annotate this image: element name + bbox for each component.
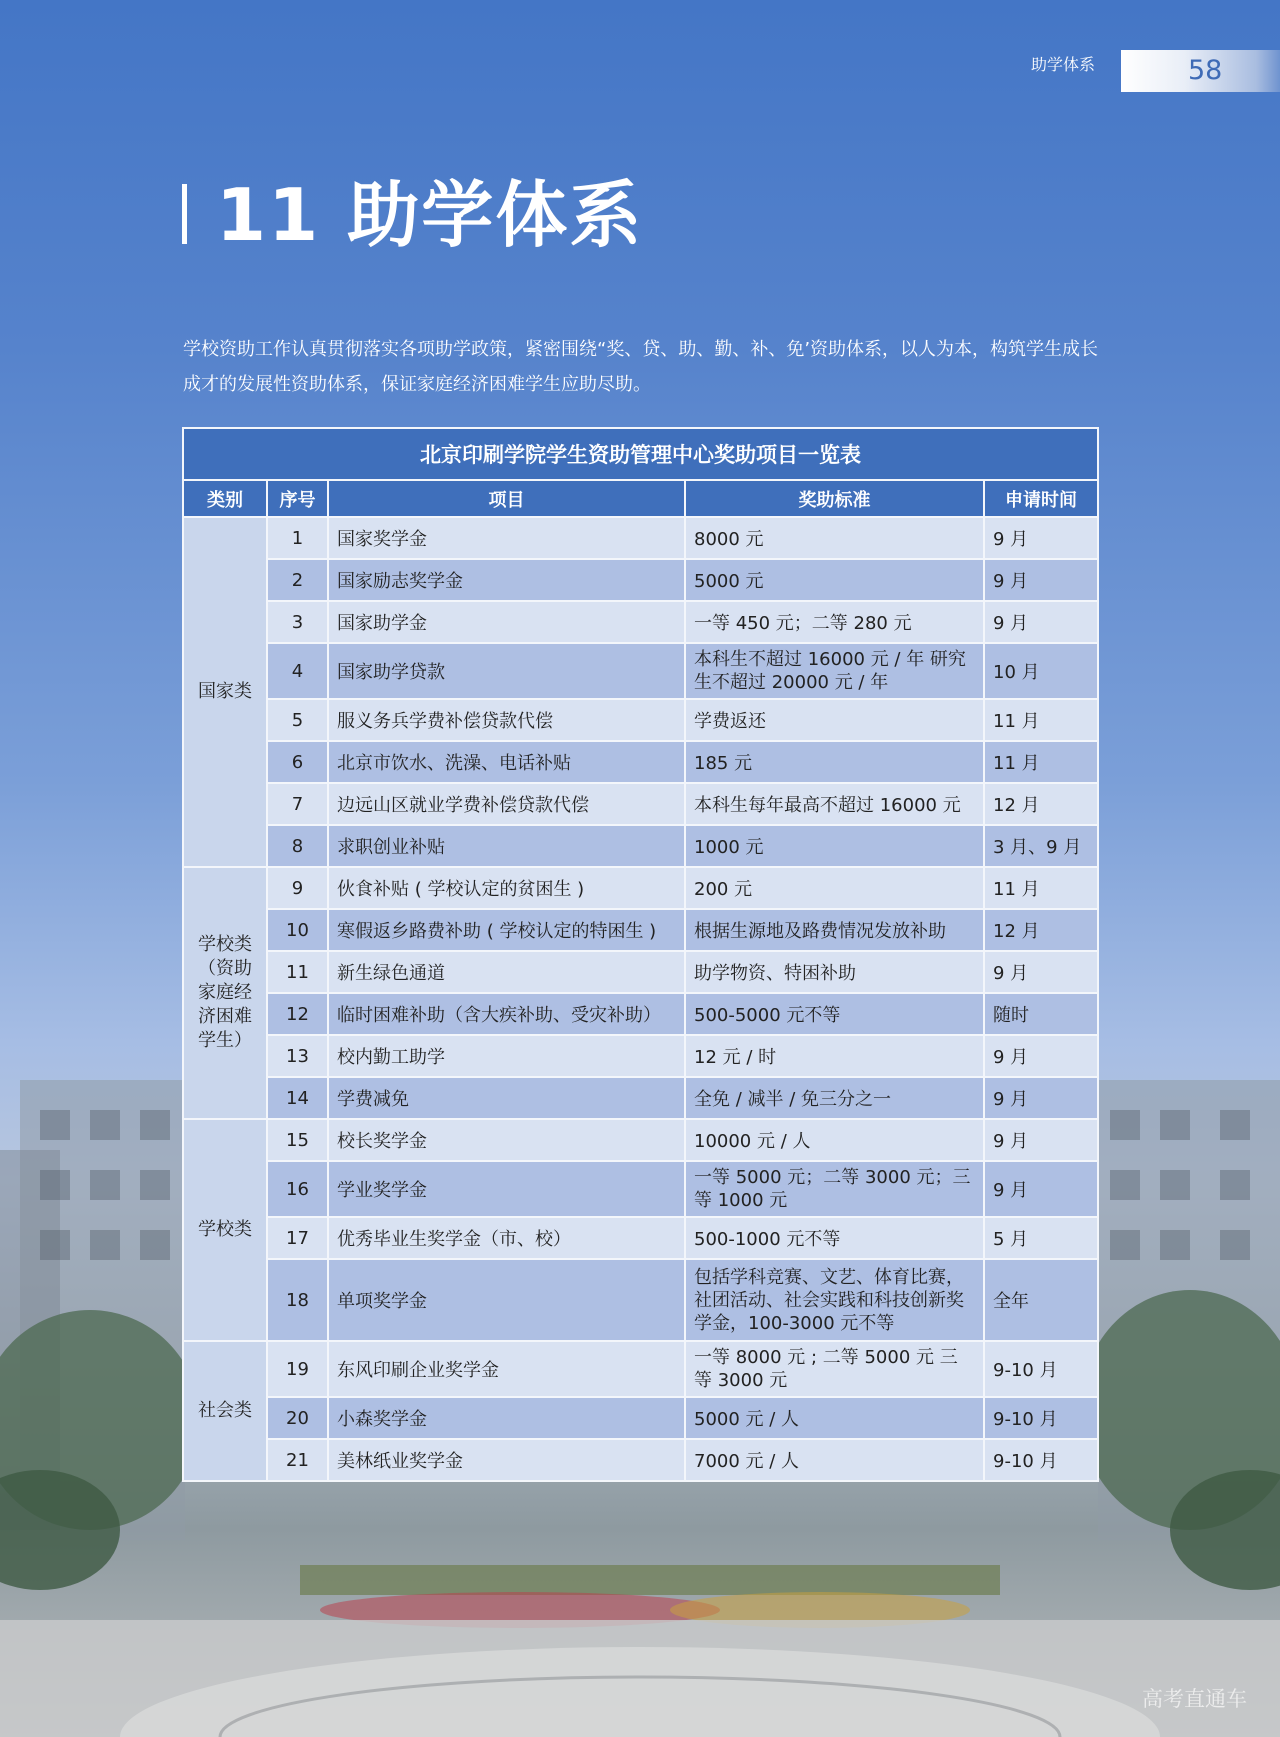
row-number: 15 (267, 1119, 328, 1161)
table-row (183, 993, 1098, 1035)
row-item: 学业奖学金 (328, 1161, 685, 1217)
row-number: 4 (267, 643, 328, 699)
row-item: 求职创业补贴 (328, 825, 685, 867)
row-item: 国家励志奖学金 (328, 559, 685, 601)
row-time: 全年 (984, 1259, 1098, 1341)
row-item: 边远山区就业学费补偿贷款代偿 (328, 783, 685, 825)
row-item: 国家助学贷款 (328, 643, 685, 699)
row-standard: 学费返还 (685, 699, 984, 741)
category-label: 社会类 (183, 1341, 267, 1481)
row-time: 9 月 (984, 1077, 1098, 1119)
row-item: 北京市饮水、洗澡、电话补贴 (328, 741, 685, 783)
row-number: 10 (267, 909, 328, 951)
row-item: 校内勤工助学 (328, 1035, 685, 1077)
row-standard: 5000 元 / 人 (685, 1397, 984, 1439)
section-name: 助学体系 (1030, 55, 1095, 74)
row-standard: 8000 元 (685, 517, 984, 559)
row-time: 5 月 (984, 1217, 1098, 1259)
category-label: 学校类（资助家庭经济困难学生） (183, 867, 267, 1119)
row-item: 美林纸业奖学金 (328, 1439, 685, 1481)
watermark-text: 高考直通车 (1142, 1687, 1247, 1711)
row-time: 9-10 月 (984, 1439, 1098, 1481)
row-time: 9-10 月 (984, 1341, 1098, 1397)
category-label: 国家类 (183, 517, 267, 867)
title-accent-bar (182, 184, 187, 244)
row-standard: 一等 8000 元 ; 二等 5000 元 三等 3000 元 (685, 1341, 984, 1397)
column-header-item: 项目 (328, 480, 685, 517)
row-standard: 全免 / 减半 / 免三分之一 (685, 1077, 984, 1119)
row-number: 18 (267, 1259, 328, 1341)
table-row (183, 1259, 1098, 1341)
row-time: 12 月 (984, 909, 1098, 951)
table-row (183, 909, 1098, 951)
row-number: 5 (267, 699, 328, 741)
row-standard: 1000 元 (685, 825, 984, 867)
row-time: 9-10 月 (984, 1397, 1098, 1439)
table-row (183, 1077, 1098, 1119)
row-standard: 185 元 (685, 741, 984, 783)
table-row (183, 1217, 1098, 1259)
row-number: 6 (267, 741, 328, 783)
aid-programs-table (182, 427, 1099, 1482)
column-header-standard: 奖助标准 (685, 480, 984, 517)
row-standard: 一等 450 元；二等 280 元 (685, 601, 984, 643)
row-number: 16 (267, 1161, 328, 1217)
row-number: 3 (267, 601, 328, 643)
row-time: 9 月 (984, 1119, 1098, 1161)
row-standard: 12 元 / 时 (685, 1035, 984, 1077)
row-number: 8 (267, 825, 328, 867)
row-standard: 500-5000 元不等 (685, 993, 984, 1035)
table-caption: 北京印刷学院学生资助管理中心奖助项目一览表 (183, 428, 1098, 480)
page-number: 58 (1188, 55, 1223, 86)
row-item: 小森奖学金 (328, 1397, 685, 1439)
table-row (183, 1397, 1098, 1439)
table-row (183, 559, 1098, 601)
table-row (183, 1119, 1098, 1161)
row-item: 国家助学金 (328, 601, 685, 643)
row-time: 12 月 (984, 783, 1098, 825)
row-item: 校长奖学金 (328, 1119, 685, 1161)
row-number: 12 (267, 993, 328, 1035)
intro-paragraph: 学校资助工作认真贯彻落实各项助学政策，紧密围绕“奖、贷、助、勤、补、免’资助体系，以人为本，构筑学生成长成才的发展性资助体系，保证家庭经济困难学生应助尽助。 (183, 339, 1099, 395)
row-number: 13 (267, 1035, 328, 1077)
row-standard: 7000 元 / 人 (685, 1439, 984, 1481)
table-row (183, 867, 1098, 909)
row-item: 伙食补贴 ( 学校认定的贫困生 ) (328, 867, 685, 909)
row-time: 9 月 (984, 559, 1098, 601)
row-number: 2 (267, 559, 328, 601)
row-number: 1 (267, 517, 328, 559)
table-row (183, 951, 1098, 993)
page-title: 11 助学体系 (216, 173, 644, 257)
row-item: 国家奖学金 (328, 517, 685, 559)
row-standard: 一等 5000 元；二等 3000 元；三等 1000 元 (685, 1161, 984, 1217)
row-time: 10 月 (984, 643, 1098, 699)
row-number: 7 (267, 783, 328, 825)
column-header-number: 序号 (267, 480, 328, 517)
table-row (183, 643, 1098, 699)
row-number: 14 (267, 1077, 328, 1119)
row-time: 9 月 (984, 601, 1098, 643)
table-row (183, 699, 1098, 741)
table-row (183, 1161, 1098, 1217)
row-standard: 5000 元 (685, 559, 984, 601)
column-header-category: 类别 (183, 480, 267, 517)
table-row (183, 517, 1098, 559)
row-time: 9 月 (984, 517, 1098, 559)
row-number: 17 (267, 1217, 328, 1259)
row-item: 临时困难补助（含大疾补助、受灾补助） (328, 993, 685, 1035)
row-standard: 包括学科竞赛、文艺、体育比赛，社团活动、社会实践和科技创新奖学金，100-3000 元不等 (685, 1259, 984, 1341)
row-item: 新生绿色通道 (328, 951, 685, 993)
row-standard: 助学物资、特困补助 (685, 951, 984, 993)
table-row (183, 601, 1098, 643)
row-time: 9 月 (984, 1035, 1098, 1077)
row-number: 11 (267, 951, 328, 993)
row-standard: 200 元 (685, 867, 984, 909)
row-item: 学费减免 (328, 1077, 685, 1119)
row-item: 东风印刷企业奖学金 (328, 1341, 685, 1397)
table-row (183, 1035, 1098, 1077)
row-item: 单项奖学金 (328, 1259, 685, 1341)
row-standard: 500-1000 元不等 (685, 1217, 984, 1259)
row-standard: 本科生每年最高不超过 16000 元 (685, 783, 984, 825)
category-label: 学校类 (183, 1119, 267, 1341)
table-row (183, 1439, 1098, 1481)
row-standard: 10000 元 / 人 (685, 1119, 984, 1161)
table-row (183, 1341, 1098, 1397)
row-item: 服义务兵学费补偿贷款代偿 (328, 699, 685, 741)
row-time: 9 月 (984, 1161, 1098, 1217)
table-row (183, 825, 1098, 867)
row-standard: 根据生源地及路费情况发放补助 (685, 909, 984, 951)
column-header-time: 申请时间 (984, 480, 1098, 517)
row-time: 3 月、9 月 (984, 825, 1098, 867)
row-standard: 本科生不超过 16000 元 / 年 研究生不超过 20000 元 / 年 (685, 643, 984, 699)
table-row (183, 783, 1098, 825)
row-time: 11 月 (984, 741, 1098, 783)
row-time: 9 月 (984, 951, 1098, 993)
row-number: 20 (267, 1397, 328, 1439)
row-number: 19 (267, 1341, 328, 1397)
row-time: 11 月 (984, 867, 1098, 909)
row-number: 9 (267, 867, 328, 909)
row-time: 11 月 (984, 699, 1098, 741)
row-number: 21 (267, 1439, 328, 1481)
row-item: 优秀毕业生奖学金（市、校） (328, 1217, 685, 1259)
row-time: 随时 (984, 993, 1098, 1035)
table-row (183, 741, 1098, 783)
row-item: 寒假返乡路费补助 ( 学校认定的特困生 ) (328, 909, 685, 951)
